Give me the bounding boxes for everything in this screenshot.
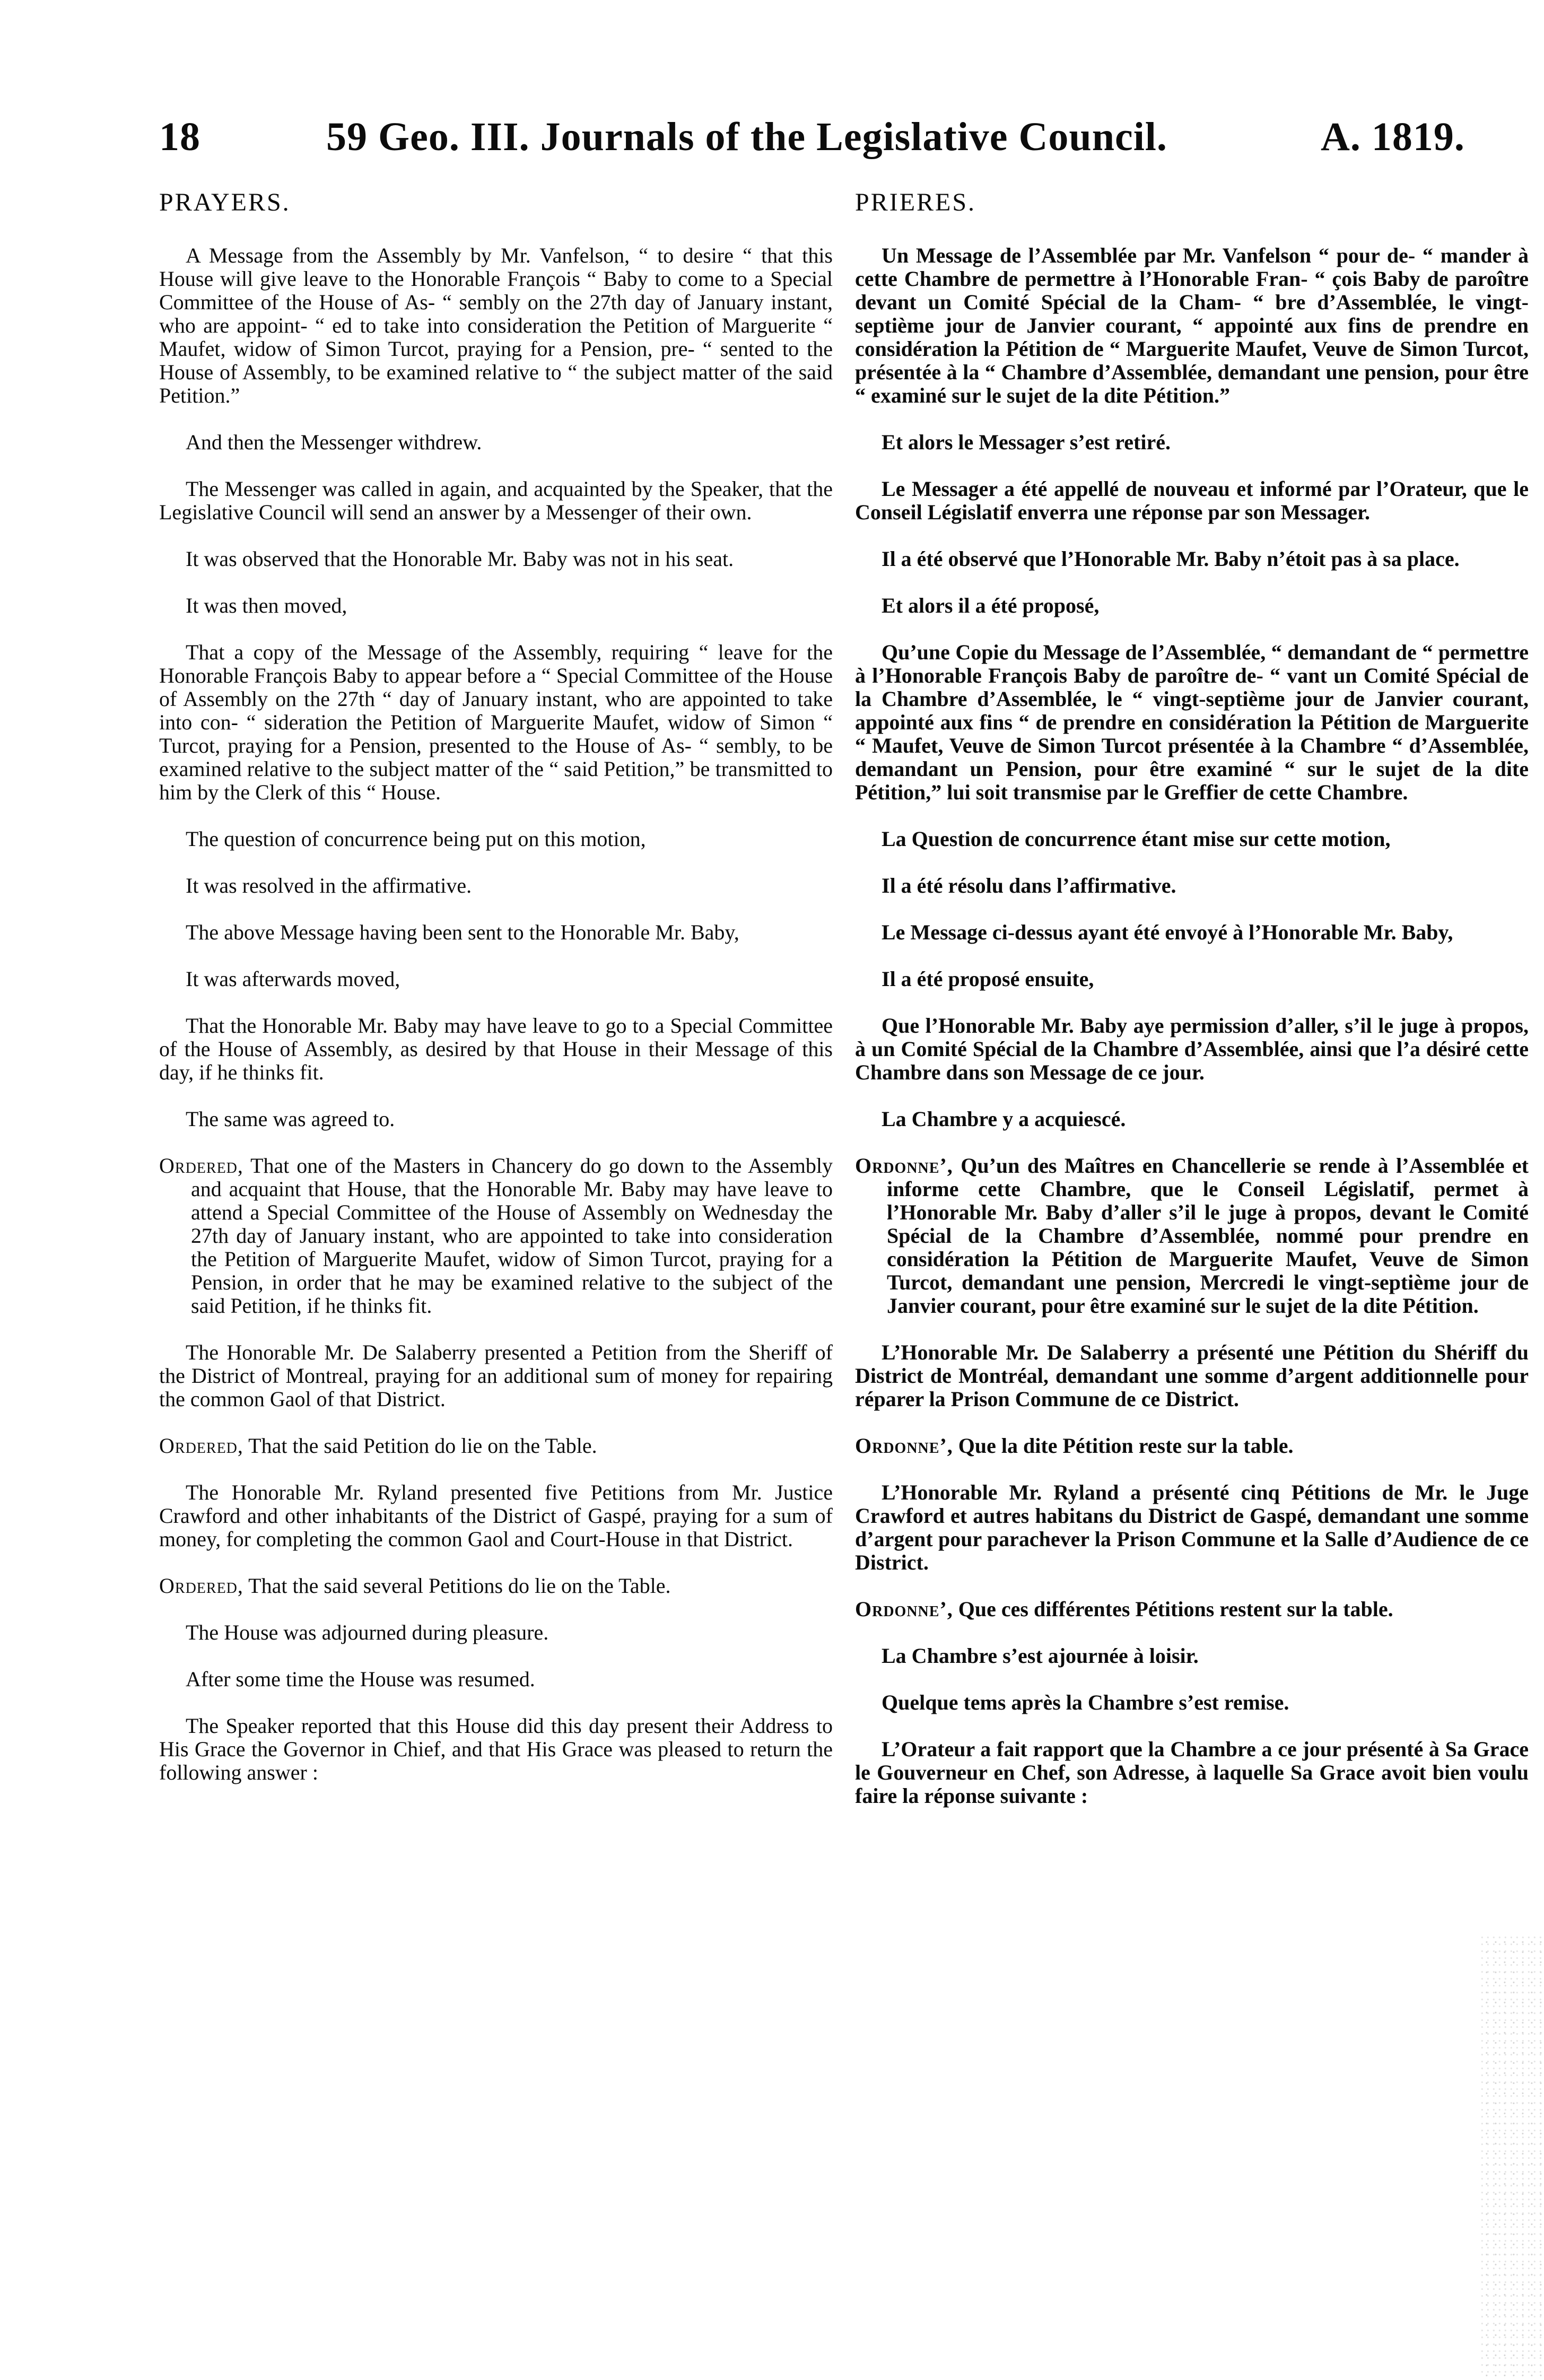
english-paragraph: It was afterwards moved,	[186, 967, 400, 991]
order-text: Que la dite Pétition reste sur la table.	[958, 1434, 1294, 1458]
order-text: That the said several Petitions do lie on the Table.	[248, 1574, 671, 1598]
french-column	[855, 188, 1529, 1831]
order-label: Ordonne’,	[855, 1597, 953, 1621]
french-paragraph: La Question de concurrence étant mise sur cette motion,	[882, 827, 1391, 851]
english-paragraph-ryland: The Honorable Mr. Ryland presented five Petitions from Mr. Justice Crawford and other inhabitants of the District of Gaspé, praying for a sum of money, for completing the common Gaol and Court-House in that District.	[159, 1480, 833, 1551]
order-label: Ordonne’,	[855, 1154, 953, 1178]
english-order-petitions	[159, 1574, 833, 1598]
english-closing: The Speaker reported that this House did this day present their Address to His Grace the Governor in Chief, and that His Grace was pleased to return the following answer :	[159, 1714, 833, 1784]
english-paragraph: It was observed that the Honorable Mr. Baby was not in his seat.	[186, 547, 734, 571]
french-paragraph-ryland: L’Honorable Mr. Ryland a présenté cinq Pétitions de Mr. le Juge Crawford et autres habitans du District de Gaspé, demandant une somme d’argent pour parachever la Prison Commune et la Salle d’Audience de ce District.	[855, 1480, 1529, 1574]
french-paragraph: Le Message ci-dessus ayant été envoyé à l’Honorable Mr. Baby,	[882, 920, 1453, 944]
journal-title: 59 Geo. III. Journals of the Legislative Council.	[326, 115, 1167, 159]
page-number: 18	[159, 115, 200, 159]
english-paragraph: The Messenger was called in again, and acquainted by the Speaker, that the Legislative Council will send an answer by a Messenger of their own.	[159, 477, 833, 524]
french-paragraph: La Chambre y a acquiescé.	[882, 1107, 1126, 1131]
english-paragraph: That the Honorable Mr. Baby may have leave to go to a Special Committee of the House of Assembly, as desired by that House in their Message of this day, if he thinks fit.	[159, 1014, 833, 1084]
french-closing: La Chambre s’est ajournée à loisir.	[882, 1644, 1199, 1668]
english-paragraph-petition: The Honorable Mr. De Salaberry presented a Petition from the Sheriff of the District of Montreal, praying for an additional sum of money for repairing the common Gaol of that District.	[159, 1340, 833, 1411]
french-paragraph: Un Message de l’Assemblée par Mr. Vanfelson “ pour de- “ mander à cette Chambre de permettre à l’Honorable Fran- “ çois Baby de paroître devant un Comité Spécial de la Cham- “ bre d’Assemblée, le vingt-septième jour de Janvier courant, “ appointé aux fins de prendre en considération la Pétition de “ Marguerite Maufet, Veuve de Simon Turcot, présentée à la “ Chambre d’Assemblée, demandant une pension, pour être “ examiné sur le sujet de la dite Pétition.”	[855, 243, 1529, 407]
order-text: Qu’un des Maîtres en Chancellerie se rende à l’Assemblée et informe cette Chambre, que le Conseil Législatif, permet à l’Honorable Mr. Baby d’aller s’il le juge à propos, devant le Comité Spécial de la Chambre d’Assemblée, nommé pour prendre en considération la Pétition de Marguerite Maufet, Veuve de Simon Turcot, demandant une pension, Mercredi le vingt-septième jour de Janvier courant, pour être examiné sur le sujet de la dite Pétition.	[887, 1154, 1529, 1318]
order-text: Que ces différentes Pétitions restent sur la table.	[958, 1597, 1393, 1621]
order-text: That the said Petition do lie on the Table.	[248, 1434, 597, 1458]
english-closing: The House was adjourned during pleasure.	[186, 1620, 549, 1644]
order-label: Ordered,	[159, 1574, 243, 1598]
journal-year: A. 1819.	[1321, 115, 1465, 159]
order-label: Ordered,	[159, 1434, 243, 1458]
order-label: Ordonne’,	[855, 1434, 953, 1458]
english-paragraph: That a copy of the Message of the Assembly, requiring “ leave for the Honorable François Baby to appear before a “ Special Committee of the House of Assembly on the 27th “ day of January instant, who are appointed to take into con- “ sideration the Petition of Marguerite Maufet, widow of Simon “ Turcot, praying for a Pension, presented to the House of As- “ sembly, to be examined relative to the subject matter of the “ said Petition,” be transmitted to him by the Clerk of this “ House.	[159, 640, 833, 804]
english-paragraph: It was resolved in the affirmative.	[186, 874, 472, 897]
order-label: Ordered,	[159, 1154, 243, 1178]
french-paragraph: Et alors il a été proposé,	[882, 594, 1100, 617]
english-paragraph: The same was agreed to.	[186, 1107, 395, 1131]
french-paragraph-petition: L’Honorable Mr. De Salaberry a présenté une Pétition du Shériff du District de Montréal, demandant une somme d’argent additionnelle pour réparer la Prison Commune de ce District.	[855, 1340, 1529, 1411]
french-paragraph: Il a été proposé ensuite,	[882, 967, 1094, 991]
french-paragraph: Que l’Honorable Mr. Baby aye permission d’aller, s’il le juge à propos, à un Comité Spécial de la Chambre d’Assemblée, ainsi que l’a désiré cette Chambre dans son Message de ce jour.	[855, 1014, 1529, 1084]
english-order-masters	[159, 1154, 833, 1318]
french-closing: Quelque tems après la Chambre s’est remise.	[882, 1690, 1289, 1714]
english-paragraph: A Message from the Assembly by Mr. Vanfelson, “ to desire “ that this House will give leave to the Honorable François “ Baby to come to a Special Committee of the House of As- “ sembly on the 27th day of January instant, who are appoint- “ ed to take into consideration the Petition of Marguerite “ Maufet, widow of Simon Turcot, praying for a Pension, pre- “ sented to the House of Assembly, to be examined relative to “ the subject matter of the said Petition.”	[159, 243, 833, 407]
french-closing: L’Orateur a fait rapport que la Chambre a ce jour présenté à Sa Grace le Gouverneur en Chef, son Adresse, à laquelle Sa Grace avoit bien voulu faire la réponse suivante :	[855, 1737, 1529, 1808]
english-paragraph: And then the Messenger withdrew.	[186, 430, 482, 454]
order-text: That one of the Masters in Chancery do go down to the Assembly and acquaint that House, that the Honorable Mr. Baby may have leave to attend a Special Committee of the House of Assembly on Wednesday the 27th day of January instant, who are appointed to take into consideration the Petition of Marguerite Maufet, widow of Simon Turcot, praying for a Pension, in order that he may be examined relative to the subject of the said Petition, if he thinks fit.	[191, 1154, 833, 1318]
english-paragraph: The question of concurrence being put on this motion,	[186, 827, 646, 851]
english-column	[159, 188, 833, 1808]
print-speckle	[1480, 1936, 1544, 2376]
french-order-table	[855, 1434, 1529, 1458]
english-heading: PRAYERS.	[159, 188, 291, 216]
french-order-petitions	[855, 1598, 1529, 1621]
english-order-table	[159, 1434, 833, 1458]
english-paragraph: The above Message having been sent to the Honorable Mr. Baby,	[186, 920, 739, 944]
french-paragraph: Et alors le Messager s’est retiré.	[882, 430, 1171, 454]
english-paragraph: It was then moved,	[186, 594, 347, 617]
french-heading: PRIERES.	[855, 188, 976, 216]
french-paragraph: Il a été résolu dans l’affirmative.	[882, 874, 1176, 897]
french-paragraph: Il a été observé que l’Honorable Mr. Baby n’étoit pas à sa place.	[882, 547, 1460, 571]
running-header	[159, 114, 1517, 178]
french-order-masters	[855, 1154, 1529, 1318]
french-paragraph: Le Messager a été appellé de nouveau et informé par l’Orateur, que le Conseil Législatif enverra une réponse par son Messager.	[855, 477, 1529, 524]
french-paragraph: Qu’une Copie du Message de l’Assemblée, “ demandant de “ permettre à l’Honorable François Baby de paroître de- “ vant un Comité Spécial de la Chambre d’Assemblée, le “ vingt-septième jour de Janvier courant, appointé aux fins “ de prendre en considération la Pétition de Marguerite “ Maufet, Veuve de Simon Turcot présentée à la Chambre “ d’Assemblée, demandant un Pension, pour être examiné “ sur le sujet de la dite Pétition,” lui soit transmise par le Greffier de cette Chambre.	[855, 640, 1529, 804]
english-closing: After some time the House was resumed.	[186, 1667, 535, 1691]
